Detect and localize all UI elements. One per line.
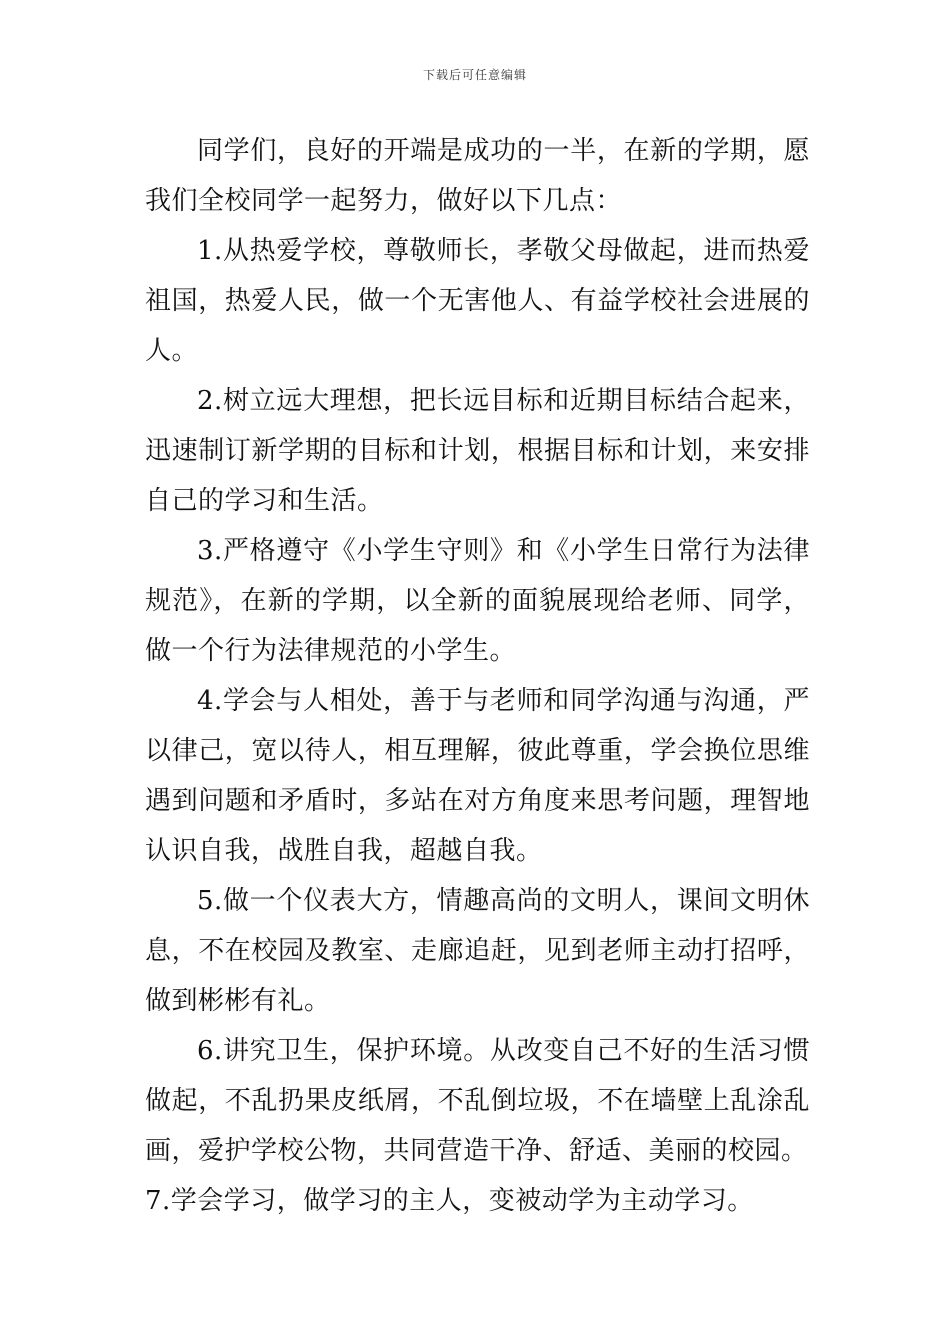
paragraph-item-6: 6.讲究卫生，保护环境。从改变自己不好的生活习惯做起，不乱扔果皮纸屑，不乱倒垃圾，不在墙壁上乱涂乱画，爱护学校公物，共同营造干净、舒适、美丽的校园。 <box>145 1036 810 1166</box>
paragraph-item-5: 5.做一个仪表大方，情趣高尚的文明人，课间文明休息，不在校园及教室、走廊追赶，见到老师主动打招呼，做到彬彬有礼。 <box>145 886 810 1016</box>
paragraph-item-2: 2.树立远大理想，把长远目标和近期目标结合起来，迅速制订新学期的目标和计划，根据目标和计划，来安排自己的学习和生活。 <box>145 386 810 516</box>
paragraph-intro: 同学们，良好的开端是成功的一半，在新的学期，愿我们全校同学一起努力，做好以下几点： <box>145 136 810 216</box>
document-body <box>145 126 810 1226</box>
header-note: 下载后可任意编辑 <box>422 68 527 82</box>
paragraph-item-3: 3.严格遵守《小学生守则》和《小学生日常行为法律规范》，在新的学期，以全新的面貌展现给老师、同学，做一个行为法律规范的小学生。 <box>145 536 810 666</box>
paragraph-item-7: 7.学会学习，做学习的主人，变被动学为主动学习。 <box>145 1186 754 1216</box>
paragraph-item-1: 1.从热爱学校，尊敬师长，孝敬父母做起，进而热爱祖国，热爱人民，做一个无害他人、有益学校社会进展的人。 <box>145 236 810 366</box>
paragraph-item-4: 4.学会与人相处，善于与老师和同学沟通与沟通，严以律己，宽以待人，相互理解，彼此尊重，学会换位思维遇到问题和矛盾时，多站在对方角度来思考问题，理智地认识自我，战胜自我，超越自我。 <box>145 686 810 866</box>
